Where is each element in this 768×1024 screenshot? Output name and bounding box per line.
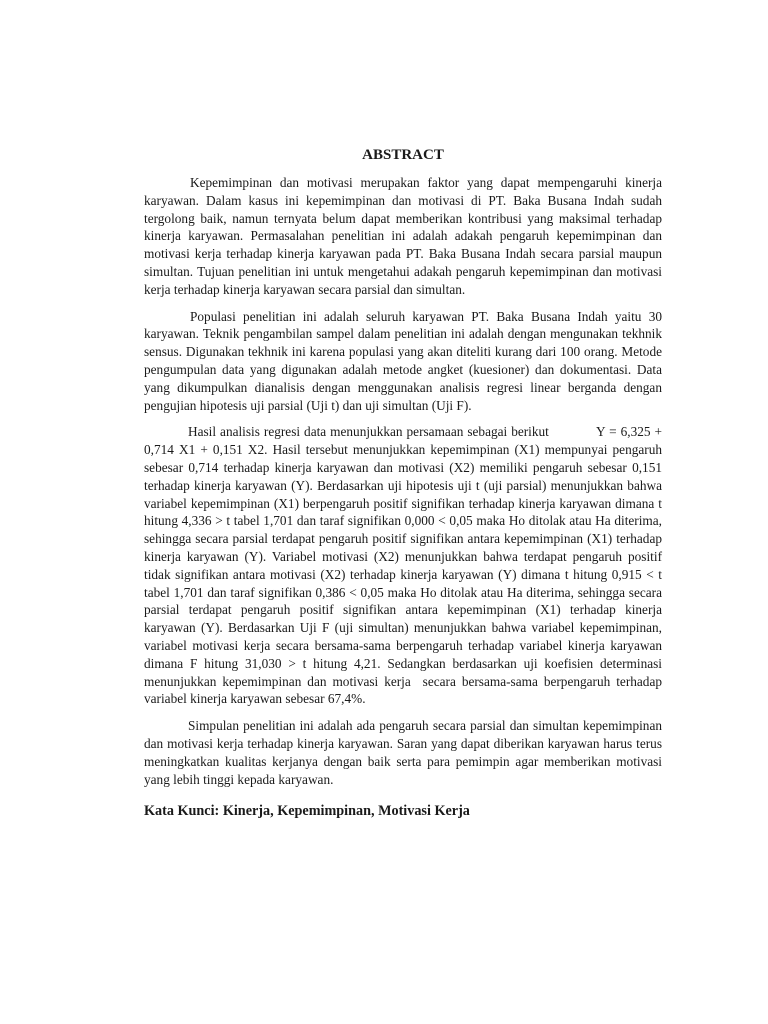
paragraph-conclusion: Simpulan penelitian ini adalah ada pengaruh secara parsial dan simultan kepemimpinan dan motivasi kerja terhadap kinerja karyawan. Saran yang dapat diberikan karyawan harus terus meningkatkan kualitas kerjanya dengan baik serta para pemimpin agar memberikan motivasi yang lebih tinggi kepada karyawan.	[144, 718, 662, 787]
paragraph-background: Kepemimpinan dan motivasi merupakan faktor yang dapat mempengaruhi kinerja karyawan. Dalam kasus ini kepemimpinan dan motivasi di PT. Baka Busana Indah sudah tergolong baik, namun ternyata belum dapat memberikan kontribusi yang maksimal terhadap kinerja karyawan. Permasalahan penelitian ini adalah adakah pengaruh kepemimpinan dan motivasi kerja terhadap kinerja karyawan pada PT. Baka Busana Indah secara parsial maupun simultan. Tujuan penelitian ini untuk mengetahui adakah pengaruh kepemimpinan dan motivasi kerja terhadap kinerja karyawan secara parsial dan simultan.	[144, 175, 662, 297]
keywords-line: Kata Kunci: Kinerja, Kepemimpinan, Motivasi Kerja	[144, 803, 470, 820]
abstract-title: ABSTRACT	[362, 147, 444, 163]
paragraph-results: Hasil analisis regresi data menunjukkan persamaan sebagai berikut Y = 6,325 + 0,714 X1 + 0,151 X2. Hasil tersebut menunjukkan kepemimpinan (X1) mempunyai pengaruh sebesar 0,714 terhadap kinerja karyawan dan motivasi (X2) memiliki pengaruh sebesar 0,151 terhadap kinerja karyawan (Y). Berdasarkan uji hipotesis uji t (uji parsial) menunjukkan bahwa variabel kepemimpinan (X1) berpengaruh positif signifikan terhadap kinerja karyawan dimana t hitung 4,336 > t tabel 1,701 dan taraf signifikan 0,000 < 0,05 maka Ho ditolak atau Ha diterima, sehingga secara parsial terdapat pengaruh positif signifikan antara kepemimpinan (X1) terhadap kinerja karyawan (Y). Variabel motivasi (X2) menunjukkan bahwa terdapat pengaruh positif tidak signifikan antara motivasi (X2) terhadap kinerja karyawan (Y) dimana t hitung 0,915 < t tabel 1,701 dan taraf signifikan 0,386 < 0,05 maka Ho ditolak atau Ha diterima, sehingga secara parsial terdapat pengaruh positif signifikan antara kepemimpinan (X1) terhadap kinerja karyawan (Y). Berdasarkan Uji F (uji simultan) menunjukkan bahwa variabel kepemimpinan, variabel motivasi kerja secara bersama-sama berpengaruh terhadap variabel kinerja karyawan dimana F hitung 31,030 > t hitung 4,21. Sedangkan berdasarkan uji koefisien determinasi menunjukkan kepemimpinan dan motivasi kerja secara bersama-sama berpengaruh terhadap variabel kinerja karyawan sebesar 67,4%.	[144, 424, 666, 707]
paragraph-methodology: Populasi penelitian ini adalah seluruh karyawan PT. Baka Busana Indah yaitu 30 karyawan. Teknik pengambilan sampel dalam penelitian ini adalah dengan mengunakan tekhnik sensus. Digunakan tekhnik ini karena populasi yang akan diteliti kurang dari 100 orang. Metode pengumpulan data yang digunakan adalah metode angket (kuesioner) dan dokumentasi. Data yang dikumpulkan dianalisis dengan menggunakan analisis regresi linear berganda dengan pengujian hipotesis uji parsial (Uji t) dan uji simultan (Uji F).	[144, 308, 662, 413]
abstract-body	[144, 174, 666, 820]
